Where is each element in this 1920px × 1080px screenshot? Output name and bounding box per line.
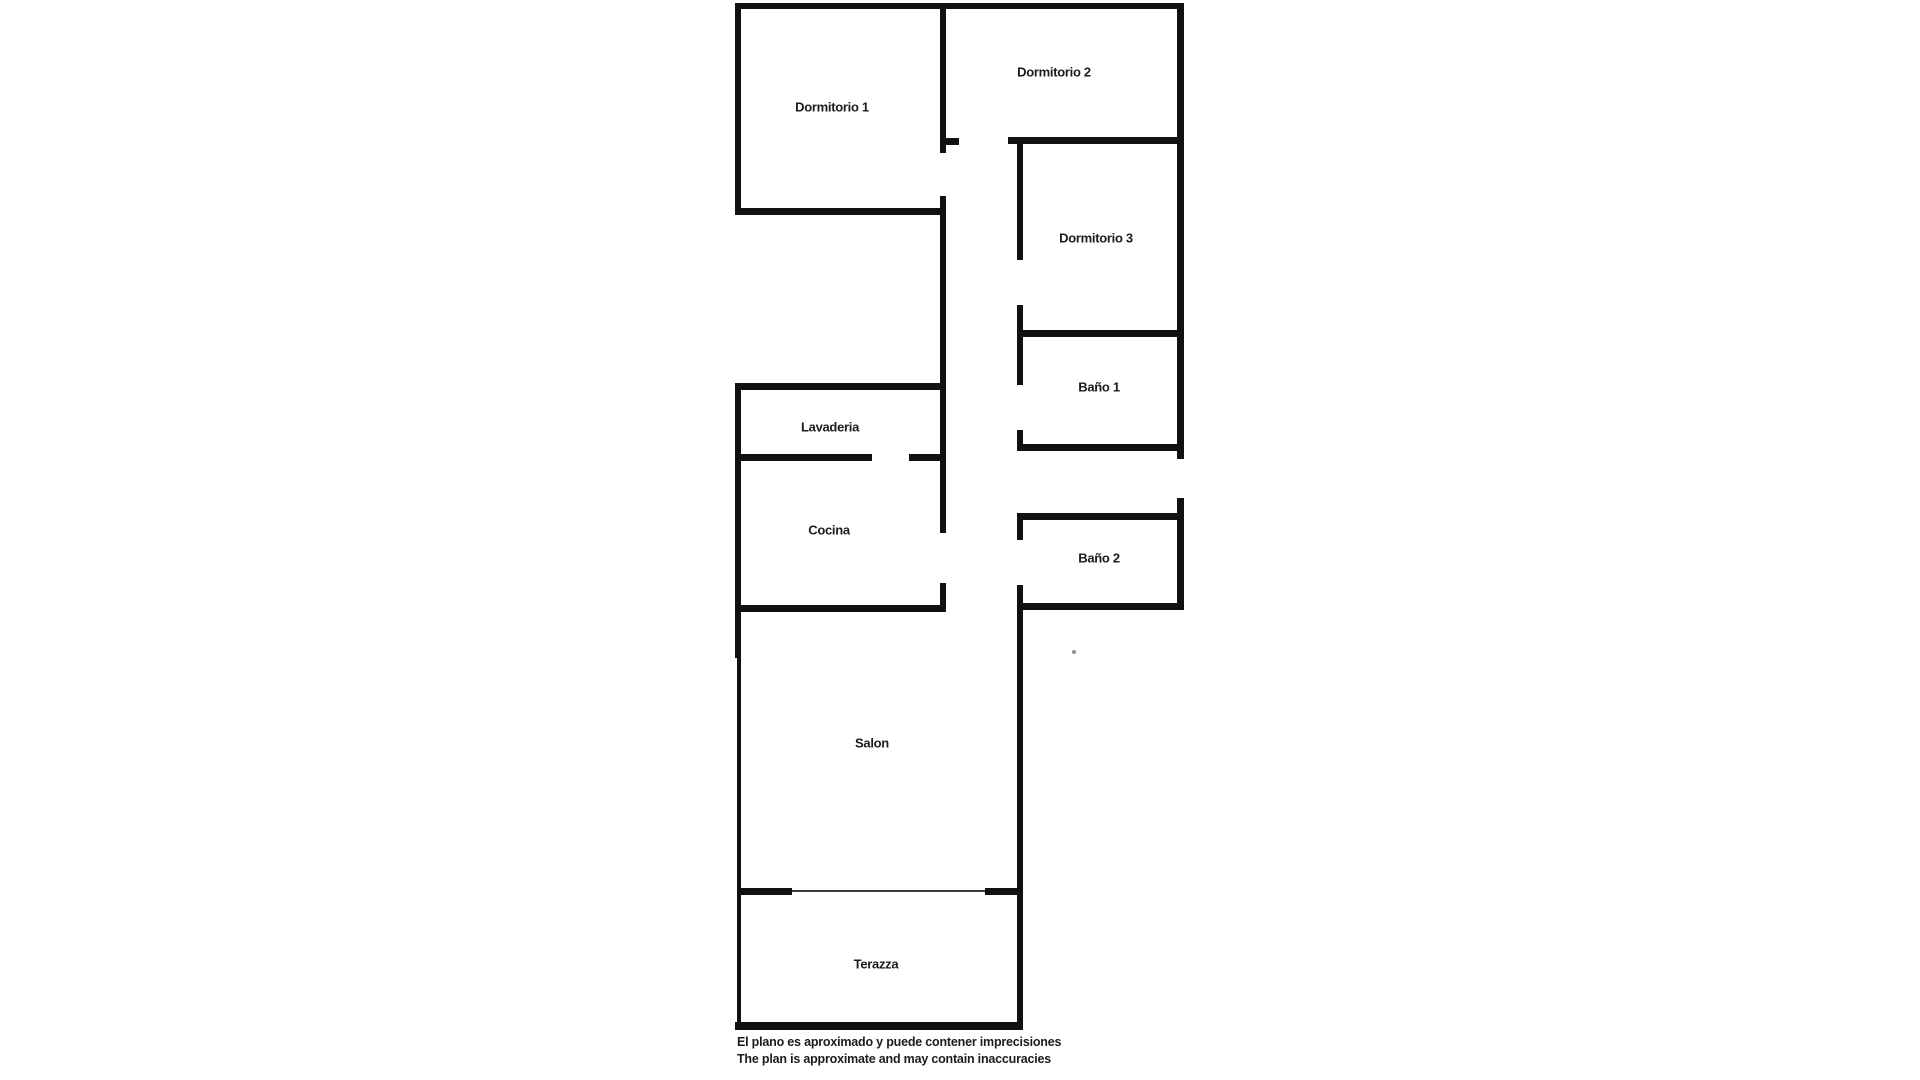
stray-dot xyxy=(1072,650,1076,654)
cocina-bottom-wall xyxy=(735,605,944,612)
lavaderia-top-wall xyxy=(735,383,946,390)
outer-top-wall xyxy=(735,3,1184,9)
disclaimer-line-es: El plano es aproximado y puede contener imprecisiones xyxy=(737,1035,1062,1049)
disclaimer-line-en: The plan is approximate and may contain inaccuracies xyxy=(737,1052,1052,1066)
lavaderia-bottom-wall-left xyxy=(735,454,872,461)
dormitorio3-top-wall xyxy=(1008,137,1184,144)
dormitorio3-left-wall-upper xyxy=(1017,144,1023,260)
room-label-bano-1: Baño 1 xyxy=(1078,379,1120,395)
terazza-divider-window xyxy=(792,890,985,892)
bano2-left-wall-stub xyxy=(1017,513,1023,540)
dormitorio3-left-wall-lower xyxy=(1017,305,1023,333)
dormitorio1-bottom-wall xyxy=(735,208,944,215)
salon-right-wall xyxy=(1017,585,1023,1030)
center-divider-tick xyxy=(946,138,959,145)
terazza-divider-right xyxy=(985,888,1023,895)
bano2-top-wall xyxy=(1017,513,1184,520)
center-divider-upper xyxy=(940,3,946,153)
center-divider-middle xyxy=(940,196,946,533)
left-wall-middle xyxy=(735,383,741,658)
room-label-salon: Salon xyxy=(855,735,889,751)
outer-right-wall-upper xyxy=(1177,3,1184,459)
room-label-lavaderia: Lavaderia xyxy=(800,419,860,435)
room-label-dormitorio-1: Dormitorio 1 xyxy=(795,99,869,115)
lavaderia-bottom-wall-right xyxy=(909,454,946,461)
bano1-left-wall-upper xyxy=(1017,337,1023,385)
disclaimer-text xyxy=(737,1034,1061,1068)
room-label-terazza: Terazza xyxy=(853,956,899,972)
room-label-dormitorio-2: Dormitorio 2 xyxy=(1017,64,1091,80)
terazza-bottom-wall xyxy=(735,1022,1023,1030)
bano1-bottom-wall xyxy=(1017,444,1184,451)
bano2-bottom-wall xyxy=(1017,603,1178,610)
dormitorio1-left-wall xyxy=(735,3,741,215)
room-label-bano-2: Baño 2 xyxy=(1078,550,1120,566)
terazza-divider-left xyxy=(737,888,792,895)
left-wall-lower xyxy=(737,658,741,1030)
bano1-top-wall xyxy=(1017,330,1184,337)
room-label-cocina: Cocina xyxy=(808,522,850,538)
room-label-dormitorio-3: Dormitorio 3 xyxy=(1059,230,1133,246)
